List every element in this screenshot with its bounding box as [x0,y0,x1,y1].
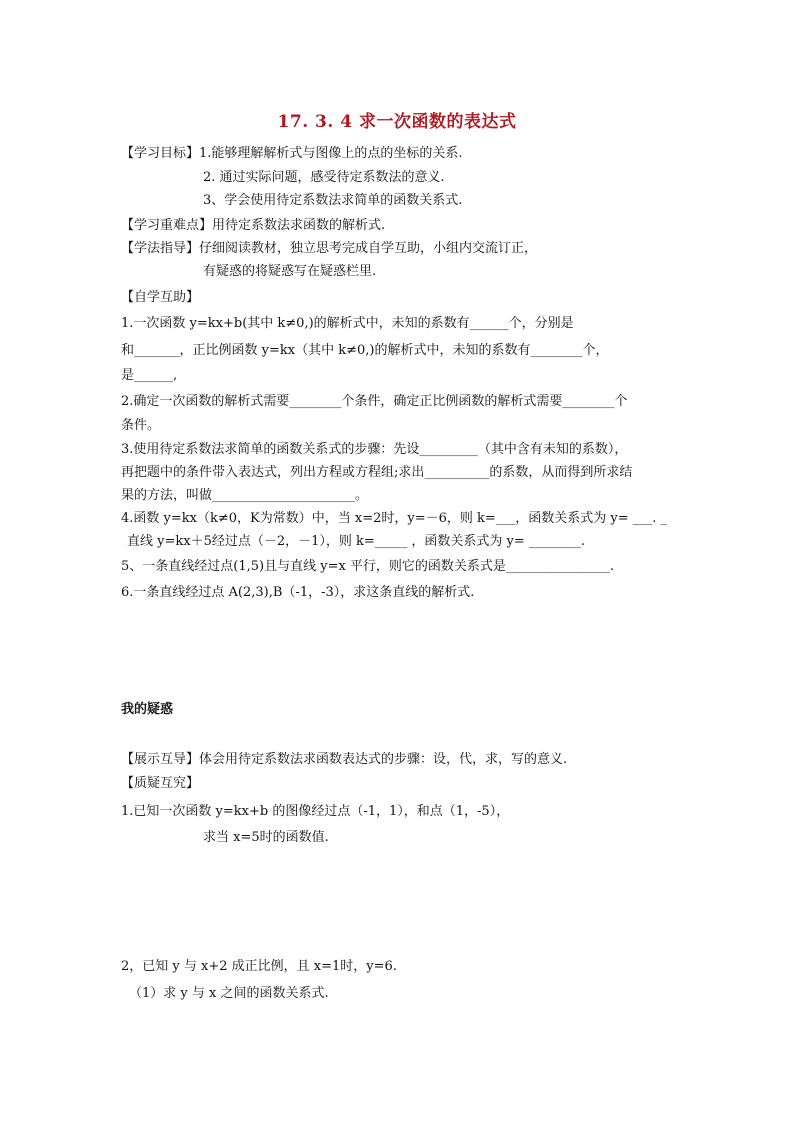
objectives-line-2: 2. 通过实际问题，感受待定系数法的意义. [203,170,445,185]
q4-line-2: 直线 y=kx＋5经过点（－2，－1），则 k=_____ ，函数关系式为 y= ________. [127,534,586,549]
q2-line-1: 2.确定一次函数的解析式需要________个条件，确定正比例函数的解析式需要________个 [121,394,628,409]
display-section: 【展示互导】体会用待定系数法求函数表达式的步骤：设，代，求，写的意义. [121,752,568,767]
self-study-heading: 【自学互助】 [121,290,200,305]
q3-line-2: 再把题中的条件带入表达式，列出方程或方程组;求出__________的系数，从而得到所求结 [121,465,633,480]
inquiry-q1-line-2: 求当 x=5时的函数值. [203,830,329,845]
q1-line-2: 和_______，正比例函数 y=kx（其中 k≠0,)的解析式中，未知的系数有________个， [121,343,609,358]
doubts-heading: 我的疑惑 [121,702,174,717]
q4-line-1: 4.函数 y=kx（k≠0，K为常数）中，当 x=2时，y=－6，则 k=___，函数关系式为 y= ___. _ [121,511,668,526]
guidance-line-2: 有疑惑的将疑惑写在疑惑栏里. [203,264,377,279]
inquiry-heading: 【质疑互究】 [121,776,200,791]
q6: 6.一条直线经过点 A(2,3),B（-1，-3），求这条直线的解析式. [121,585,475,600]
objectives-line-1: 【学习目标】1.能够理解解析式与图像上的点的坐标的关系. [121,146,463,161]
guidance-line-1: 【学法指导】仔细阅读教材，独立思考完成自学互助，小组内交流订正， [121,241,538,256]
q3-line-3: 果的方法，叫做______________________。 [121,488,369,503]
inquiry-q2-line-1: 2，已知 y 与 x+2 成正比例，且 x=1时，y=6. [121,959,397,974]
q1-line-1: 1.一次函数 y=kx+b(其中 k≠0,)的解析式中，未知的系数有______个，分别是 [121,316,574,331]
inquiry-q2-line-2: （1）求 y 与 x 之间的函数关系式. [129,986,329,1001]
page-title: 17. 3. 4 求一次函数的表达式 [277,112,517,132]
objectives-line-3: 3、学会使用待定系数法求简单的函数关系式. [203,193,463,208]
key-points: 【学习重难点】用待定系数法求函数的解析式. [121,218,386,233]
q5: 5、一条直线经过点(1,5)且与直线 y=x 平行，则它的函数关系式是________________. [121,559,615,574]
q3-line-1: 3.使用待定系数法求简单的函数关系式的步骤：先设_________（其中含有未知的系数）， [121,442,628,457]
q1-line-3: 是______, [121,368,178,383]
q2-line-2: 条件。 [121,418,161,433]
inquiry-q1-line-1: 1.已知一次函数 y=kx+b 的图像经过点（-1，1），和点（1，-5）， [121,804,510,819]
